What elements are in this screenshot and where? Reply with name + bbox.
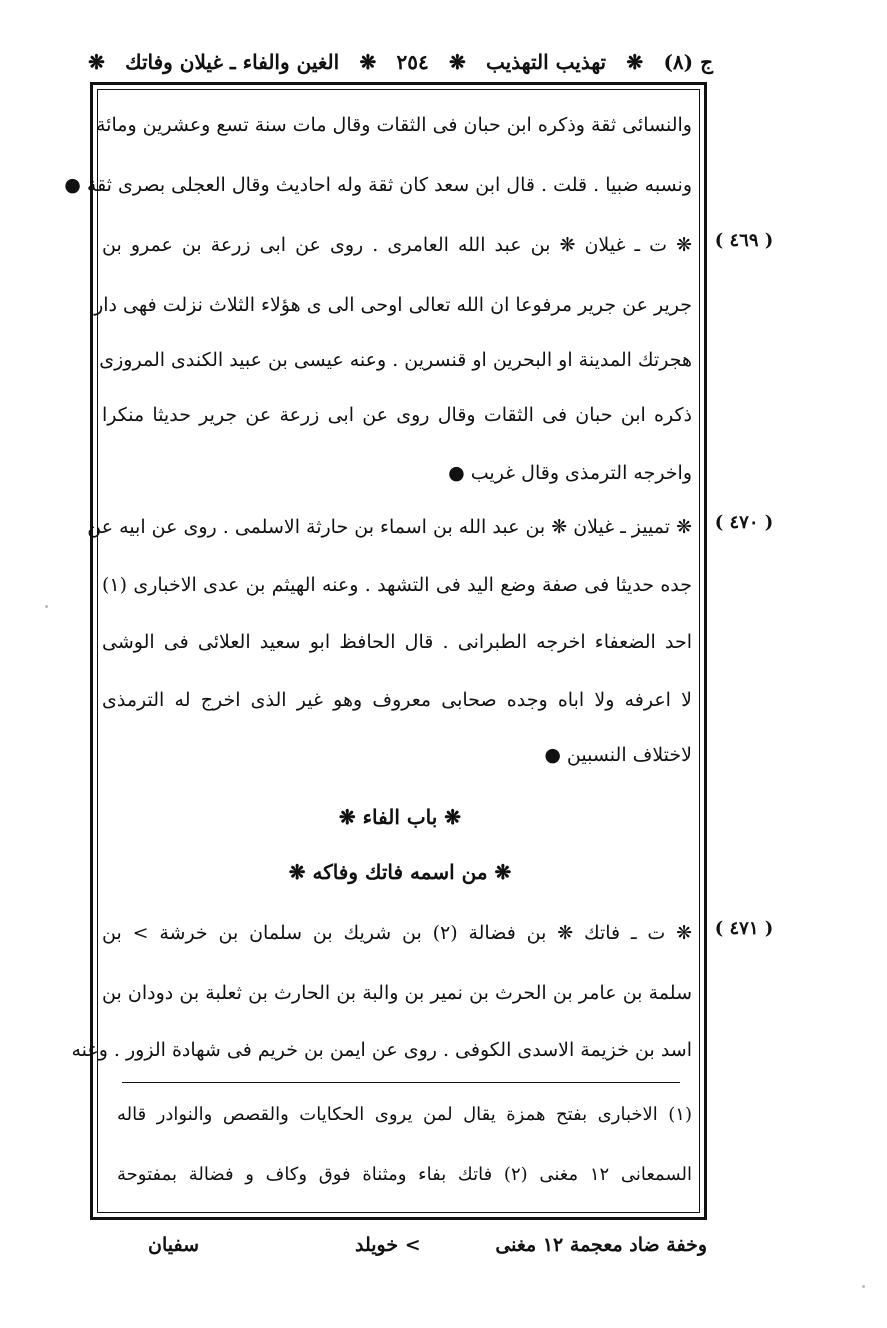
text-line: ذكره ابن حبان فى الثقات وقال روى عن ابى زرعة عن جرير حديثا منكرا xyxy=(102,404,692,426)
catchword-note: > خويلد xyxy=(355,1234,421,1256)
text-line: احد الضعفاء اخرجه الطبرانى . قال الحافظ ابو سعيد العلائى فى الوشى xyxy=(102,631,692,653)
footnote-line: (١) الاخبارى بفتح همزة يقال لمن يروى الحكايات والقصص والنوادر قاله xyxy=(117,1104,692,1125)
text-line: جرير عن جرير مرفوعا ان الله تعالى اوحى الى ى هؤلاء الثلاث نزلت فهى دار xyxy=(94,294,692,316)
text-line: ❋ ت ـ غيلان ❋ بن عبد الله العامرى . روى عن ابى زرعة بن عمرو بن xyxy=(102,234,692,256)
scan-speck xyxy=(862,1285,865,1288)
text-line: ❋ ت ـ فاتك ❋ بن فضالة (٢) بن شريك بن سلمان بن خرشة > بن xyxy=(102,922,692,944)
text-line: اسد بن خزيمة الاسدى الكوفى . روى عن ايمن بن خريم فى شهادة الزور . وعنه xyxy=(71,1039,692,1061)
footnote-line: السمعانى ١٢ مغنى (٢) فاتك بفاء ومثناة فوق وكاف و فضالة بمفتوحة xyxy=(117,1164,692,1185)
subchapter-heading: ❋ من اسمه فاتك وفاكه ❋ xyxy=(288,860,512,884)
text-line: جده حديثا فى صفة وضع اليد فى التشهد . وعنه الهيثم بن عدى الاخبارى (١) xyxy=(102,574,692,596)
ornament-icon: ❋ xyxy=(88,50,105,74)
text-line: لا اعرفه ولا اباه وجده صحابى معروف وهو غير الذى اخرج له الترمذى xyxy=(102,689,692,711)
text-line: والنسائى ثقة وذكره ابن حبان فى الثقات وقال مات سنة تسع وعشرين ومائة xyxy=(96,114,692,136)
footnote-divider xyxy=(122,1082,680,1083)
header-section: الغين والفاء ـ غيلان وفاتك xyxy=(125,50,340,74)
catchword: سفيان xyxy=(148,1234,200,1256)
entry-number: ( ٤٧١ ) xyxy=(714,918,774,939)
text-line: لاختلاف النسبين ● xyxy=(544,744,692,766)
scan-speck xyxy=(45,605,48,608)
chapter-heading: ❋ باب الفاء ❋ xyxy=(338,805,462,829)
ornament-icon: ❋ xyxy=(626,50,644,74)
running-header xyxy=(88,40,713,84)
entry-number: ( ٤٦٩ ) xyxy=(714,230,774,251)
text-line: واخرجه الترمذى وقال غريب ● xyxy=(448,462,692,484)
header-page-number: ٢٥٤ xyxy=(396,50,429,74)
header-volume: ج (٨) xyxy=(663,50,713,74)
header-book-title: تهذيب التهذيب xyxy=(486,50,607,74)
text-line: ونسبه ضبيا . قلت . قال ابن سعد كان ثقة وله احاديث وقال العجلى بصرى ثقة ● xyxy=(64,174,692,196)
text-line: سلمة بن عامر بن الحرث بن نمير بن والبة بن الحارث بن ثعلبة بن دودان بن xyxy=(102,982,692,1004)
text-line: ❋ تمييز ـ غيلان ❋ بن عبد الله بن اسماء بن حارثة الاسلمى . روى عن ابيه عن xyxy=(87,516,692,538)
text-line: هجرتك المدينة او البحرين او قنسرين . وعنه عيسى بن عبيد الكندى المروزى xyxy=(99,349,692,371)
catchword-continuation: وخفة ضاد معجمة ١٢ مغنى xyxy=(495,1234,707,1256)
ornament-icon: ❋ xyxy=(359,50,377,74)
entry-number: ( ٤٧٠ ) xyxy=(714,512,774,533)
ornament-icon: ❋ xyxy=(449,50,466,74)
